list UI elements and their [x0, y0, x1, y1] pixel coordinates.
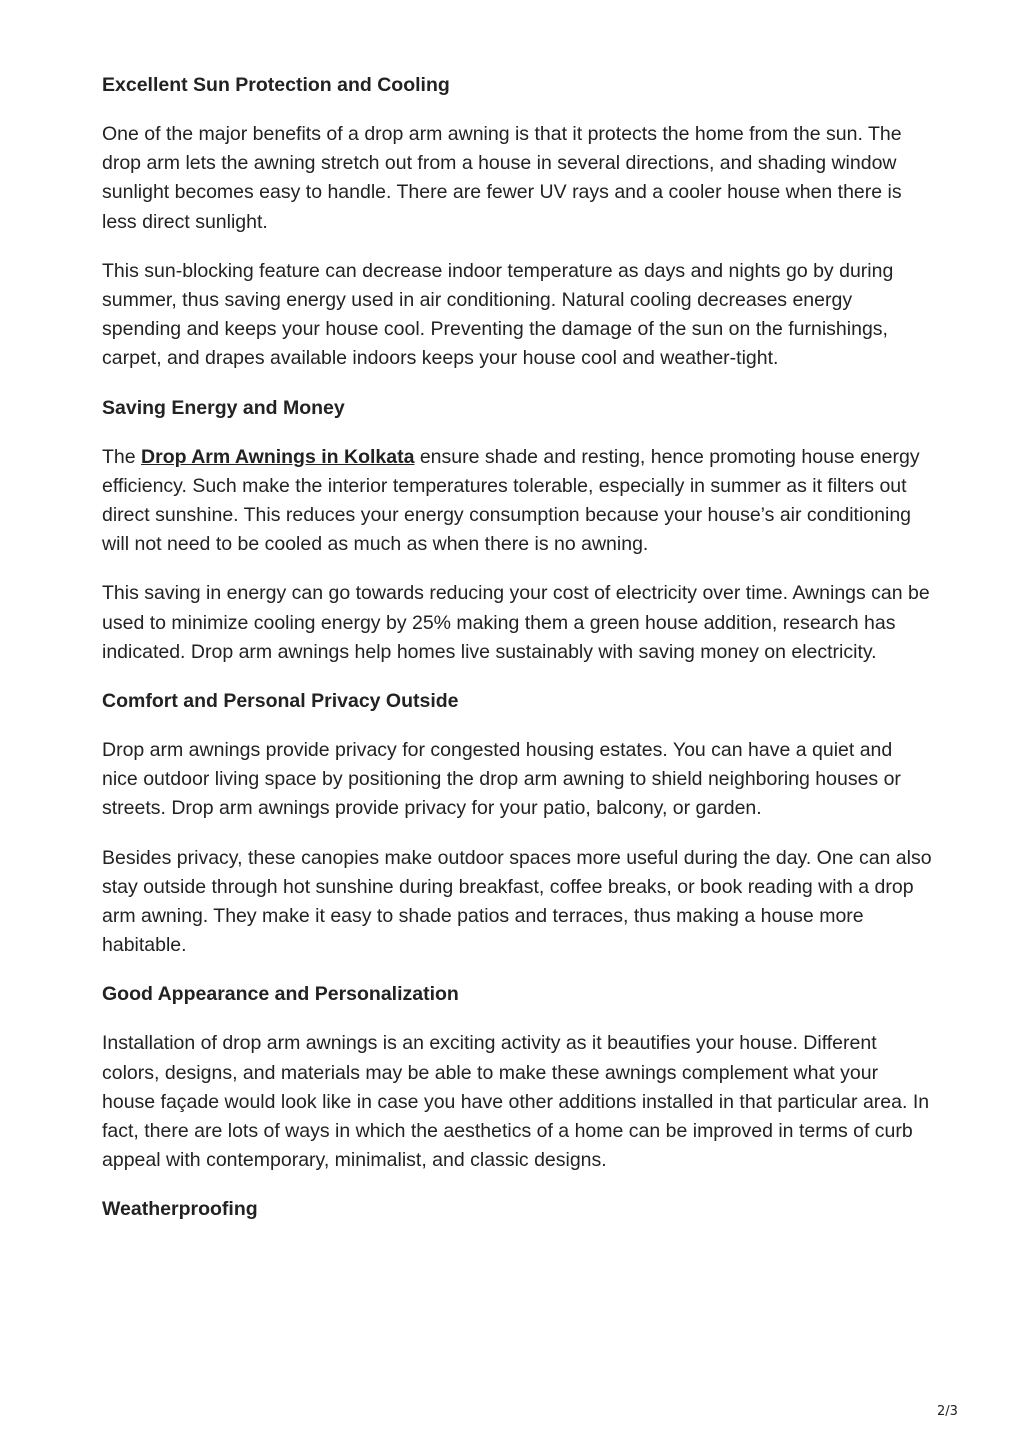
paragraph-appearance-1: Installation of drop arm awnings is an exciting activity as it beautifies your house. Different colors, designs, and materials may be able to make these awnings complement what your house façade would look like in case you have other additions installed in that particular area. In fact, there are lots of ways in which the aesthetics of a home can be improved in terms of curb appeal with contemporary, minimalist, and classic designs. — [102, 1032, 930, 1172]
paragraph-privacy-1: Drop arm awnings provide privacy for congested housing estates. You can have a quiet and nice outdoor living space by positioning the drop arm awning to shield neighboring houses or streets. Drop arm awnings provide privacy for your patio, balcony, or garden. — [102, 739, 901, 820]
section-heading-weatherproofing: Weatherproofing — [102, 1198, 258, 1221]
section-heading-sun-protection: Excellent Sun Protection and Cooling — [102, 74, 450, 96]
paragraph-privacy-2: Besides privacy, these canopies make outdoor spaces more useful during the day. One can also stay outside through hot sunshine during breakfast, coffee breaks, or book reading with a drop arm awning. They make it easy to shade patios and terraces, thus making a house more habitable. — [102, 846, 932, 957]
paragraph-sun-protection-2: This sun-blocking feature can decrease indoor temperature as days and nights go by during summer, thus saving energy used in air conditioning. Natural cooling decreases energy spending and keeps your house cool. Preventing the damage of the sun on the furnishings, carpet, and drapes available indoors keeps your house cool and weather-tight. — [102, 259, 894, 370]
document-body — [102, 71, 932, 1244]
paragraph-text-before-link: The — [102, 445, 142, 468]
page-number: 2/3 — [937, 1404, 958, 1419]
paragraph-saving-energy-2: This saving in energy can go towards reducing your cost of electricity over time. Awnings can be used to minimize cooling energy by 25% making them a green house addition, research has indicated. Drop arm awnings help homes live sustainably with saving money on electricity. — [102, 582, 930, 663]
paragraph-text-after-link: ensure shade and resting, hence promoting house energy efficiency. Such make the interior temperatures tolerable, especially in summer as it filters out direct sunshine. This reduces your energy consumption because your house’s air conditioning will not need to be cooled as much as when there is no awning. — [102, 445, 920, 556]
paragraph-saving-energy-1 — [102, 443, 932, 560]
drop-arm-awnings-link[interactable]: Drop Arm Awnings in Kolkata — [141, 445, 415, 468]
section-heading-privacy: Comfort and Personal Privacy Outside — [102, 690, 459, 713]
section-heading-saving-energy: Saving Energy and Money — [102, 396, 345, 419]
section-heading-appearance: Good Appearance and Personalization — [102, 983, 459, 1006]
paragraph-sun-protection-1: One of the major benefits of a drop arm awning is that it protects the home from the sun. The drop arm lets the awning stretch out from a house in several directions, and shading window sunlight becomes easy to handle. There are fewer UV rays and a cooler house when there is less direct sunlight. — [102, 123, 902, 233]
